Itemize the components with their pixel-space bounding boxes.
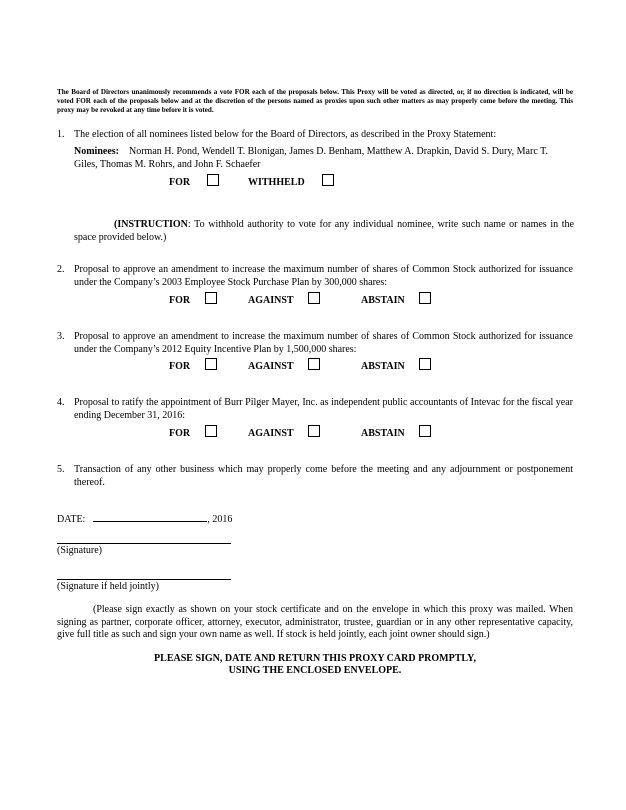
withheld-label: WITHHELD: [248, 177, 305, 188]
for-checkbox[interactable]: [207, 174, 219, 186]
proposal-text: Proposal to approve an amendment to increase the maximum number of shares of Common Stock authorized for issuance under the Company’s 2012 Equity Incentive Plan by 1,500,000 shares:: [74, 331, 573, 355]
withheld-checkbox[interactable]: [322, 174, 334, 186]
closing-notice: [57, 653, 573, 677]
joint-signature-label: (Signature if held jointly): [57, 581, 159, 592]
proposal-4: [57, 397, 573, 422]
against-checkbox[interactable]: [308, 292, 320, 304]
proposal-number: 3.: [57, 331, 65, 342]
instruction: [74, 218, 574, 244]
signature-label: (Signature): [57, 545, 102, 556]
board-recommendation: The Board of Directors unanimously recommends a vote FOR each of the proposals below. This Proxy will be voted as directed, or, if no direction is indicated, will be voted FOR each of the proposals below and at the discretion of the persons named as proxies upon such other matters as may properly come before the meeting. This proxy may be revoked at any time before it is voted.: [57, 88, 573, 114]
against-label: AGAINST: [248, 361, 294, 372]
proposal-number: 5.: [57, 464, 65, 475]
for-checkbox[interactable]: [205, 292, 217, 304]
abstain-checkbox[interactable]: [419, 292, 431, 304]
nominees-names: Norman H. Pond, Wendell T. Blonigan, James D. Benham, Matthew A. Drapkin, David S. Dury, Marc T. Giles, Thomas M. Rohrs, and John F. Schaefer: [74, 146, 548, 170]
joint-signature-line[interactable]: [57, 579, 231, 580]
against-label: AGAINST: [248, 295, 294, 306]
date-input-line[interactable]: [93, 511, 207, 522]
proposal-number: 1.: [57, 129, 65, 140]
date-field: [57, 511, 232, 525]
proposal-text: Proposal to ratify the appointment of Burr Pilger Mayer, Inc. as independent public accountants of Intevac for the fiscal year ending December 31, 2016:: [74, 397, 573, 421]
proposal-number: 2.: [57, 264, 65, 275]
proposal-text: Transaction of any other business which may properly come before the meeting and any adjournment or postponement thereof.: [74, 464, 573, 488]
date-label: DATE:: [57, 514, 86, 525]
proposal-3: [57, 331, 573, 356]
proposal-number: 4.: [57, 397, 65, 408]
instruction-text: : To withhold authority to vote for any individual nominee, write such name or names in the space provided below.): [74, 219, 574, 243]
abstain-checkbox[interactable]: [419, 425, 431, 437]
signing-instructions-text: (Please sign exactly as shown on your stock certificate and on the envelope in which this proxy was mailed. When signing as partner, corporate officer, attorney, executor, administrator, trustee, guardian or in any other representative capacity, give full title as such and sign your own name as well. If stock is held jointly, each joint owner should sign.): [57, 604, 573, 640]
closing-line-1: PLEASE SIGN, DATE AND RETURN THIS PROXY CARD PROMPTLY,: [154, 653, 476, 664]
for-checkbox[interactable]: [205, 425, 217, 437]
vote-row-3: [0, 358, 626, 374]
for-label: FOR: [169, 361, 191, 372]
date-year: , 2016: [207, 514, 233, 525]
abstain-label: ABSTAIN: [361, 295, 405, 306]
against-label: AGAINST: [248, 428, 294, 439]
for-label: FOR: [169, 177, 191, 188]
abstain-checkbox[interactable]: [419, 358, 431, 370]
abstain-label: ABSTAIN: [361, 428, 405, 439]
vote-row-2: [0, 292, 626, 308]
nominees-list: [74, 146, 574, 171]
nominees-label: Nominees:: [74, 146, 119, 157]
for-label: FOR: [169, 295, 191, 306]
proposal-5: [57, 464, 573, 489]
for-checkbox[interactable]: [205, 358, 217, 370]
signing-instructions: [57, 604, 573, 642]
proposal-text: Proposal to approve an amendment to increase the maximum number of shares of Common Stock authorized for issuance under the Company’s 2003 Employee Stock Purchase Plan by 300,000 shares:: [74, 264, 573, 288]
proposal-text: The election of all nominees listed below for the Board of Directors, as described in the Proxy Statement:: [74, 129, 497, 140]
closing-line-2: USING THE ENCLOSED ENVELOPE.: [228, 665, 402, 676]
proposal-1: [57, 129, 573, 142]
proposal-2: [57, 264, 573, 289]
vote-row-4: [0, 425, 626, 441]
for-label: FOR: [169, 428, 191, 439]
instruction-label: (INSTRUCTION: [114, 219, 188, 230]
vote-row-1: [0, 174, 626, 190]
abstain-label: ABSTAIN: [361, 361, 405, 372]
against-checkbox[interactable]: [308, 358, 320, 370]
signature-line[interactable]: [57, 543, 231, 544]
against-checkbox[interactable]: [308, 425, 320, 437]
